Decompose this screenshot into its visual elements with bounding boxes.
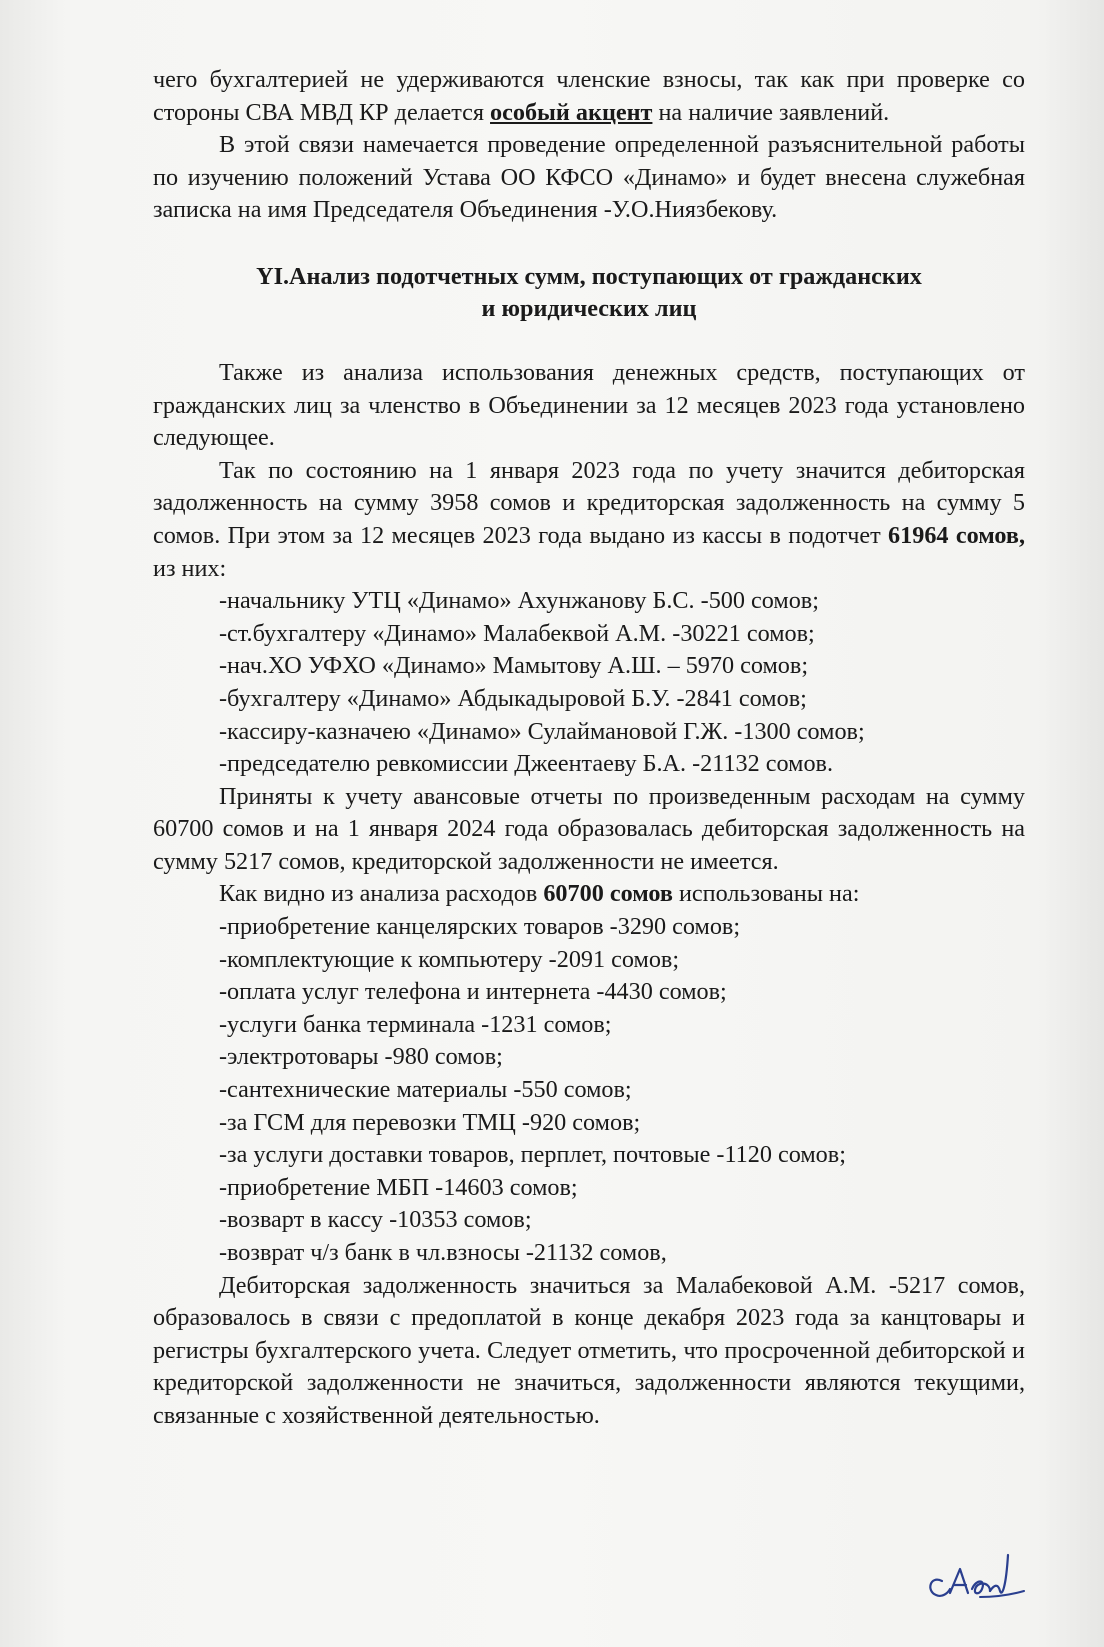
- paragraph-balance-2023: Так по состоянию на 1 января 2023 года по учету значится дебиторская задолженность на сумму 3958 сомов и кредиторская задолженность на сумму 5 сомов. При этом за 12 месяцев 2023 года выдано из кассы в подотчет 61964 сомов, из них:: [153, 456, 1025, 582]
- recipients-list: [153, 585, 1025, 781]
- list-item: -приобретение МБП -14603 сомов;: [219, 1173, 578, 1201]
- list-item: -бухгалтеру «Динамо» Абдыкадыровой Б.У. -2841 сомов;: [219, 684, 807, 712]
- list-item: -кассиру-казначею «Динамо» Сулаймановой Г.Ж. -1300 сомов;: [219, 717, 865, 745]
- document-body: [153, 64, 1025, 1433]
- section-heading: [153, 261, 1025, 325]
- list-item: -за услуги доставки товаров, перплет, почтовые -1120 сомов;: [219, 1141, 846, 1169]
- expenses-list: [153, 911, 1025, 1270]
- list-item: -ст.бухгалтеру «Динамо» Малабеквой А.М. -30221 сомов;: [219, 619, 815, 647]
- list-item: -сантехнические материалы -550 сомов;: [219, 1076, 632, 1104]
- handwritten-signature: [920, 1545, 1030, 1605]
- list-item: -начальнику УТЦ «Динамо» Ахунжанову Б.С. -500 сомов;: [219, 587, 819, 615]
- section-heading-line-1: YI.Анализ подотчетных сумм, поступающих от гражданских: [256, 262, 922, 290]
- total-issued-amount: 61964 сомов,: [888, 521, 1025, 549]
- paragraph-membership-fees: чего бухгалтерией не удерживаются членские взносы, так как при проверке со стороны СВА МВД КР делается особый акцент на наличие заявлений.: [153, 66, 1025, 126]
- paragraph-receivables-conclusion: Дебиторская задолженность значиться за Малабековой А.М. -5217 сомов, образовалось в связи с предоплатой в конце декабря 2023 года за канцтовары и регистры бухгалтерского учета. Следует отметить, что просроченной дебиторской и кредиторской задолженности не значиться, задолженности являются текущими, связанные с хозяйственной деятельностью.: [153, 1271, 1025, 1429]
- paragraph-advance-reports: Приняты к учету авансовые отчеты по произведенным расходам на сумму 60700 сомов и на 1 января 2024 года образовалась дебиторская задолженность на сумму 5217 сомов, кредиторской задолженности не имеется.: [153, 782, 1025, 875]
- list-item: -возврат ч/з банк в чл.взносы -21132 сомов,: [219, 1239, 667, 1266]
- list-item: -электротовары -980 сомов;: [219, 1043, 503, 1071]
- list-item: -оплата услуг телефона и интернета -4430 сомов;: [219, 978, 727, 1006]
- expenses-total-amount: 60700 сомов: [543, 880, 673, 908]
- list-item: -услуги банка терминала -1231 сомов;: [219, 1010, 612, 1038]
- list-item: -председателю ревкомиссии Джеентаеву Б.А. -21132 сомов.: [219, 750, 834, 778]
- emphasis-text: особый акцент: [490, 98, 653, 126]
- list-item: -за ГСМ для перевозки ТМЦ -920 сомов;: [219, 1108, 641, 1136]
- list-item: -приобретение канцелярских товаров -3290 сомов;: [219, 913, 741, 941]
- section-heading-line-2: и юридических лиц: [481, 294, 697, 322]
- list-item: -нач.ХО УФХО «Динамо» Мамытову А.Ш. – 5970 сомов;: [219, 652, 809, 680]
- list-item: -комплектующие к компьютеру -2091 сомов;: [219, 945, 680, 973]
- paragraph-explanatory-work: В этой связи намечается проведение определенной разъяснительной работы по изучению положений Устава ОО КФСО «Динамо» и будет внесена служебная записка на имя Председателя Объединения -У.О.Ниязбекову.: [153, 131, 1025, 224]
- paragraph-analysis-intro: Также из анализа использования денежных средств, поступающих от гражданских лиц за членство в Объединении за 12 месяцев 2023 года установлено следующее.: [153, 358, 1025, 452]
- paragraph-expenses-intro: Как видно из анализа расходов 60700 сомов использованы на:: [219, 880, 860, 908]
- list-item: -возварт в кассу -10353 сомов;: [219, 1206, 532, 1234]
